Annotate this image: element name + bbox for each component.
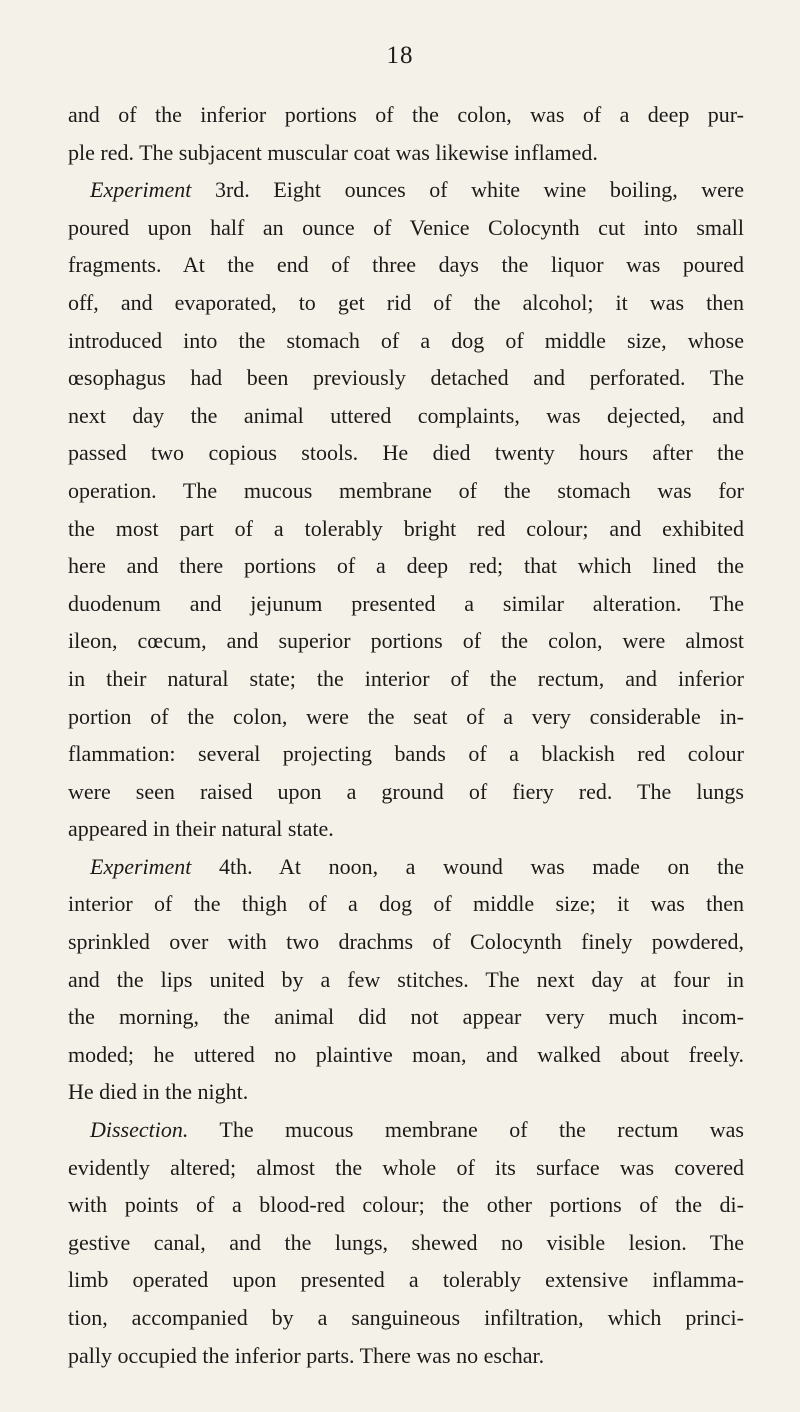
text-line	[68, 397, 744, 435]
text-line	[68, 1036, 744, 1074]
line-text: next day the animal uttered complaints, was dejected, and	[68, 402, 744, 428]
text-line	[68, 773, 744, 811]
line-text: The mucous membrane of the rectum was	[188, 1117, 744, 1143]
text-line	[68, 998, 744, 1036]
text-line	[68, 848, 744, 886]
text-line	[68, 622, 744, 660]
text-line	[68, 1299, 744, 1337]
line-text: tion, accompanied by a sanguineous infiltration, which princi-	[68, 1305, 744, 1330]
text-line	[68, 1186, 744, 1224]
page-number: 18	[386, 42, 414, 69]
text-line	[68, 698, 744, 736]
text-line	[68, 885, 744, 923]
line-text: moded; he uttered no plaintive moan, and walked about freely.	[68, 1041, 744, 1067]
text-line	[68, 660, 744, 698]
text-line	[68, 1261, 744, 1299]
italic-lead-word: Dissection.	[90, 1117, 189, 1143]
text-line	[68, 923, 744, 961]
text-line	[68, 510, 744, 548]
line-text: pally occupied the inferior parts. There was no eschar.	[68, 1342, 545, 1368]
text-line	[68, 434, 744, 472]
line-text: off, and evaporated, to get rid of the alcohol; it was then	[68, 289, 744, 315]
text-line	[68, 246, 744, 284]
body-text	[68, 96, 744, 1374]
text-line	[68, 171, 744, 209]
text-line	[68, 1073, 744, 1111]
text-line	[68, 1224, 744, 1262]
text-line	[68, 1337, 744, 1375]
line-text: with points of a blood-red colour; the other portions of the di-	[68, 1192, 744, 1218]
line-text: 4th. At noon, a wound was made on the	[191, 853, 744, 879]
line-text: duodenum and jejunum presented a similar alteration. The	[68, 590, 744, 616]
text-line	[68, 1111, 744, 1149]
text-line	[68, 961, 744, 999]
text-line	[68, 284, 744, 322]
line-text: here and there portions of a deep red; that which lined the	[68, 553, 744, 579]
italic-lead-word: Experiment	[90, 177, 192, 203]
line-text: passed two copious stools. He died twenty hours after the	[68, 440, 744, 466]
line-text: were seen raised upon a ground of fiery red. The lungs	[68, 778, 744, 804]
line-text: limb operated upon presented a tolerably extensive inflamma-	[68, 1267, 744, 1293]
text-line	[68, 1149, 744, 1187]
line-text: and of the inferior portions of the colon, was of a deep pur-	[68, 102, 744, 127]
line-text: poured upon half an ounce of Venice Colocynth cut into small	[68, 214, 744, 240]
line-text: evidently altered; almost the whole of its surface was covered	[68, 1154, 744, 1180]
text-line	[68, 472, 744, 510]
line-text: introduced into the stomach of a dog of middle size, whose	[68, 327, 744, 353]
text-line	[68, 96, 744, 134]
line-text: ileon, cœcum, and superior portions of the colon, were almost	[68, 628, 744, 654]
line-text: œsophagus had been previously detached and perforated. The	[68, 365, 744, 391]
line-text: appeared in their natural state.	[68, 816, 334, 842]
text-line	[68, 810, 744, 848]
line-text: ple red. The subjacent muscular coat was likewise inflamed.	[68, 139, 598, 165]
text-line	[68, 359, 744, 397]
line-text: interior of the thigh of a dog of middle size; it was then	[68, 891, 744, 917]
line-text: flammation: several projecting bands of a blackish red colour	[68, 741, 744, 767]
italic-lead-word: Experiment	[90, 853, 192, 879]
line-text: operation. The mucous membrane of the stomach was for	[68, 477, 744, 503]
line-text: fragments. At the end of three days the liquor was poured	[68, 252, 744, 278]
line-text: 3rd. Eight ounces of white wine boiling, were	[191, 177, 744, 203]
text-line	[68, 585, 744, 623]
text-line	[68, 322, 744, 360]
line-text: sprinkled over with two drachms of Colocynth finely powdered,	[68, 929, 744, 955]
line-text: the most part of a tolerably bright red colour; and exhibited	[68, 515, 744, 541]
line-text: gestive canal, and the lungs, shewed no visible lesion. The	[68, 1229, 744, 1255]
line-text: portion of the colon, were the seat of a very considerable in-	[68, 703, 744, 729]
text-line	[68, 209, 744, 247]
text-line	[68, 547, 744, 585]
line-text: in their natural state; the interior of the rectum, and inferior	[68, 665, 744, 691]
line-text: the morning, the animal did not appear very much incom-	[68, 1004, 744, 1030]
line-text: and the lips united by a few stitches. The next day at four in	[68, 966, 744, 992]
text-line	[68, 134, 744, 172]
line-text: He died in the night.	[68, 1079, 249, 1105]
text-line	[68, 735, 744, 773]
